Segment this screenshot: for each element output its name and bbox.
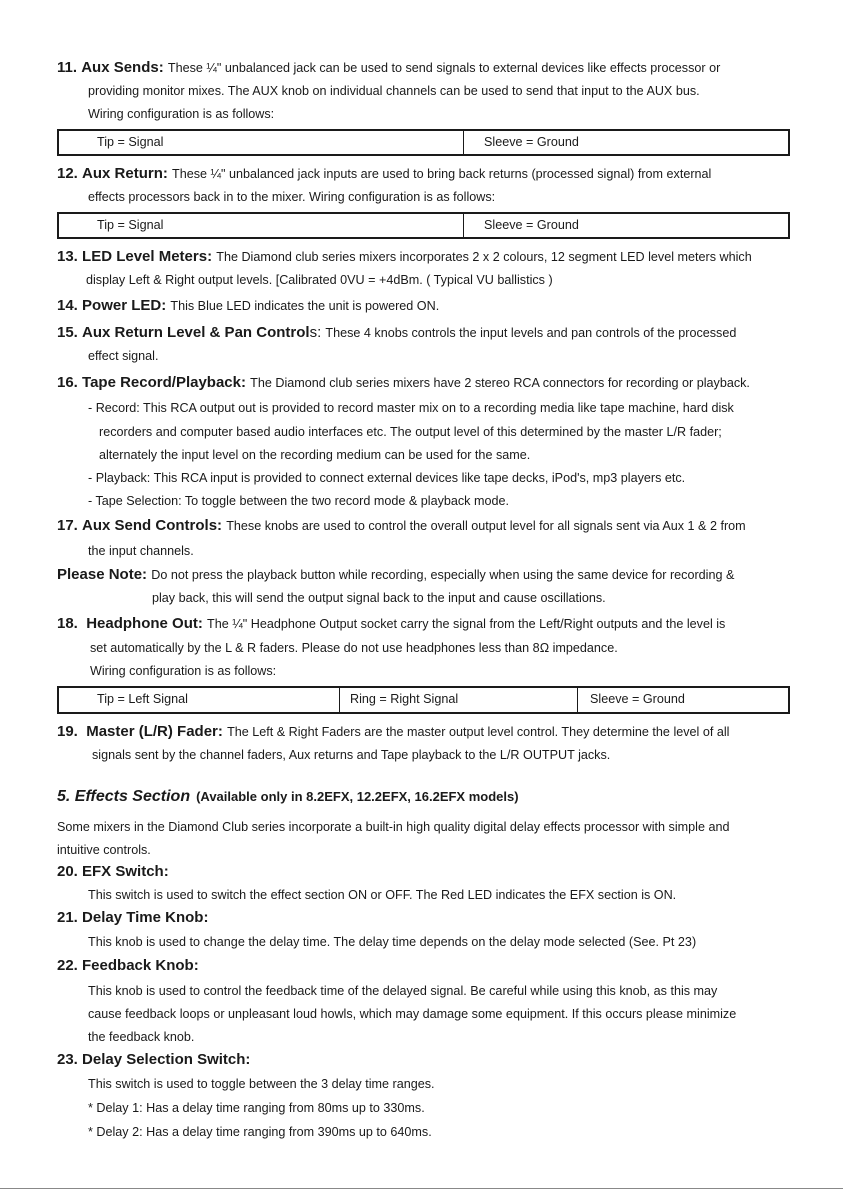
item-21-heading: 21. Delay Time Knob: bbox=[57, 909, 209, 926]
effects-intro: intuitive controls. bbox=[57, 843, 151, 857]
page-bottom-rule bbox=[0, 1188, 843, 1189]
item-12-heading: 12. Aux Return: These ¼" unbalanced jack inputs are used to bring back returns (processed signal) from external bbox=[57, 165, 712, 182]
item-23-bullet: * Delay 1: Has a delay time ranging from 80ms up to 330ms. bbox=[88, 1101, 425, 1115]
item-15-heading: 15. Aux Return Level & Pan Controls: These 4 knobs controls the input levels and pan controls of the processed bbox=[57, 324, 737, 341]
item-22-text: cause feedback loops or unpleasant loud howls, which may damage some equipment. If this occurs please minimize bbox=[88, 1007, 737, 1021]
item-13-heading: 13. LED Level Meters: The Diamond club series mixers incorporates 2 x 2 colours, 12 segment LED level meters which bbox=[57, 248, 752, 265]
note-text: play back, this will send the output signal back to the input and cause oscillations. bbox=[152, 591, 606, 605]
item-12-text: effects processors back in to the mixer. Wiring configuration is as follows: bbox=[88, 190, 496, 204]
item-16-text: recorders and computer based audio interfaces etc. The output level of this determined by the master L/R fader; bbox=[99, 425, 722, 439]
item-23-bullet: * Delay 2: Has a delay time ranging from 390ms up to 640ms. bbox=[88, 1125, 432, 1139]
item-21-text: This knob is used to change the delay time. The delay time depends on the delay mode selected (See. Pt 23) bbox=[88, 935, 697, 949]
item-22-text: This knob is used to control the feedback time of the delayed signal. Be careful while using this knob, as this may bbox=[88, 984, 718, 998]
item-16-text: alternately the input level on the recording medium can be used for the same. bbox=[99, 448, 531, 462]
item-18-heading: 18. Headphone Out: The ¼" Headphone Output socket carry the signal from the Left/Right outputs and the level is bbox=[57, 615, 726, 632]
item-16-bullet: - Playback: This RCA input is provided to connect external devices like tape decks, iPod's, mp3 players etc. bbox=[88, 471, 686, 485]
wiring-tip: Tip = Left Signal bbox=[97, 692, 188, 706]
item-14-heading: 14. Power LED: This Blue LED indicates the unit is powered ON. bbox=[57, 297, 440, 314]
note-heading: Please Note: Do not press the playback button while recording, especially when using the same device for recording & bbox=[57, 566, 735, 583]
item-16-bullet: - Tape Selection: To toggle between the two record mode & playback mode. bbox=[88, 494, 509, 508]
item-22-text: the feedback knob. bbox=[88, 1030, 195, 1044]
item-19-text: signals sent by the channel faders, Aux returns and Tape playback to the L/R OUTPUT jacks. bbox=[92, 748, 611, 762]
item-17-text: the input channels. bbox=[88, 544, 194, 558]
item-20-heading: 20. EFX Switch: bbox=[57, 863, 169, 880]
effects-section-heading: 5. Effects Section (Available only in 8.2EFX, 12.2EFX, 16.2EFX models) bbox=[57, 788, 519, 805]
wiring-ring: Ring = Right Signal bbox=[339, 688, 577, 712]
item-11-text: providing monitor mixes. The AUX knob on individual channels can be used to send that input to the AUX bus. bbox=[88, 84, 700, 98]
wiring-sleeve: Sleeve = Ground bbox=[577, 688, 788, 712]
item-22-heading: 22. Feedback Knob: bbox=[57, 957, 199, 974]
item-18-text: Wiring configuration is as follows: bbox=[90, 664, 277, 678]
wiring-sleeve: Sleeve = Ground bbox=[463, 214, 788, 237]
item-11-text: Wiring configuration is as follows: bbox=[88, 107, 275, 121]
effects-intro: Some mixers in the Diamond Club series incorporate a built-in high quality digital delay effects processor with simple and bbox=[57, 820, 730, 834]
item-16-heading: 16. Tape Record/Playback: The Diamond club series mixers have 2 stereo RCA connectors for recording or playback. bbox=[57, 374, 750, 391]
item-23-text: This switch is used to toggle between the 3 delay time ranges. bbox=[88, 1077, 435, 1091]
wiring-sleeve: Sleeve = Ground bbox=[463, 131, 788, 154]
item-18-text: set automatically by the L & R faders. Please do not use headphones less than 8Ω impedance. bbox=[90, 641, 618, 655]
item-16-bullet: - Record: This RCA output out is provided to record master mix on to a recording media like tape machine, hard disk bbox=[88, 401, 734, 415]
item-20-text: This switch is used to switch the effect section ON or OFF. The Red LED indicates the EFX section is ON. bbox=[88, 888, 677, 902]
wiring-tip: Tip = Signal bbox=[97, 218, 164, 232]
item-19-heading: 19. Master (L/R) Fader: The Left & Right Faders are the master output level control. They determine the level of all bbox=[57, 723, 730, 740]
item-17-heading: 17. Aux Send Controls: These knobs are used to control the overall output level for all signals sent via Aux 1 & 2 from bbox=[57, 517, 746, 534]
wiring-table bbox=[57, 686, 790, 714]
item-13-text: display Left & Right output levels. [Calibrated 0VU = +4dBm. ( Typical VU ballistics ) bbox=[86, 273, 553, 287]
wiring-tip: Tip = Signal bbox=[97, 135, 164, 149]
item-15-text: effect signal. bbox=[88, 349, 159, 363]
wiring-table bbox=[57, 212, 790, 239]
item-23-heading: 23. Delay Selection Switch: bbox=[57, 1051, 251, 1068]
item-11-heading: 11. Aux Sends: These ¼" unbalanced jack can be used to send signals to external devices like effects processor or bbox=[57, 59, 721, 76]
wiring-table bbox=[57, 129, 790, 156]
